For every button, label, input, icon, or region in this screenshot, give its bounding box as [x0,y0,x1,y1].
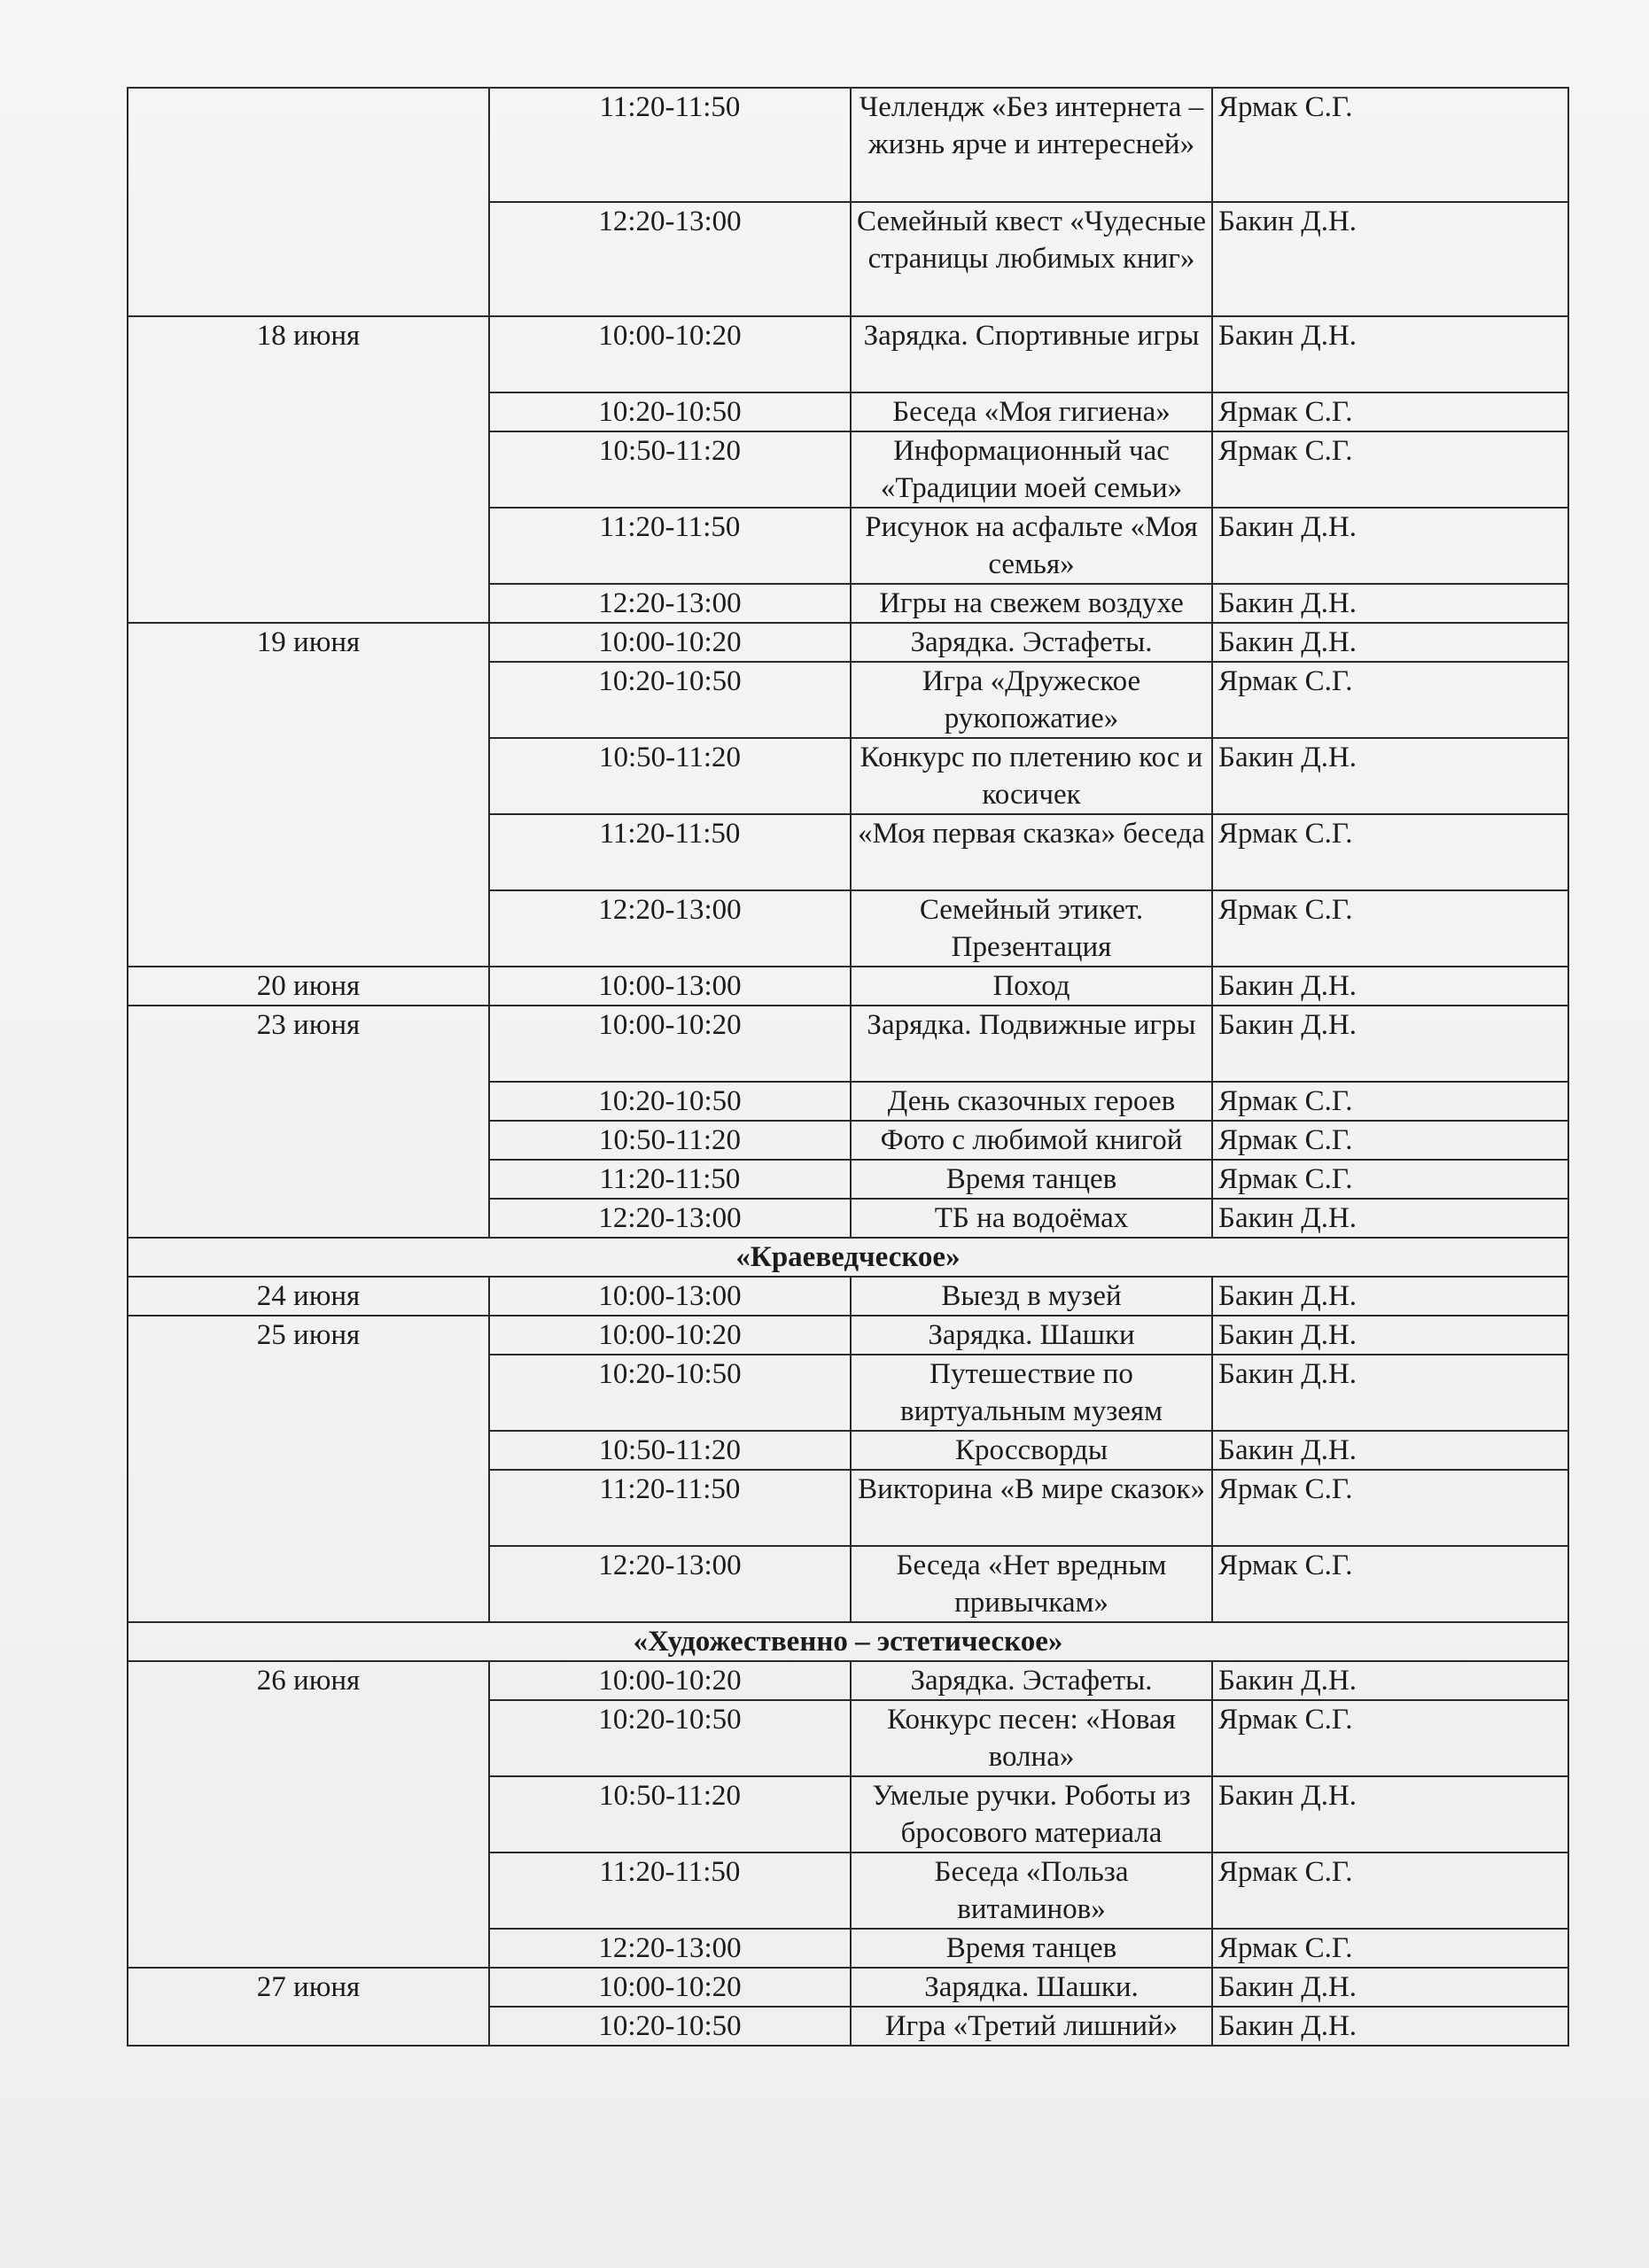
event-cell: Беседа «Нет вредным привычкам» [851,1546,1212,1622]
responsible-cell: Бакин Д.Н. [1212,584,1568,623]
event-cell: Зарядка. Эстафеты. [851,1661,1212,1700]
responsible-cell: Ярмак С.Г. [1212,1121,1568,1160]
event-cell: Конкурс по плетению кос и косичек [851,738,1212,814]
time-cell: 10:00-10:20 [489,316,851,392]
responsible-cell: Ярмак С.Г. [1212,1852,1568,1929]
event-cell: Конкурс песен: «Новая волна» [851,1700,1212,1776]
responsible-cell: Ярмак С.Г. [1212,1160,1568,1199]
schedule-table [127,87,1569,2047]
time-cell: 12:20-13:00 [489,1929,851,1968]
time-cell: 10:50-11:20 [489,1121,851,1160]
responsible-cell: Ярмак С.Г. [1212,1929,1568,1968]
time-cell: 11:20-11:50 [489,1160,851,1199]
time-cell: 10:50-11:20 [489,738,851,814]
event-cell: Кроссворды [851,1431,1212,1470]
time-cell: 10:00-13:00 [489,1277,851,1316]
time-cell: 10:50-11:20 [489,1776,851,1852]
event-cell: Информационный час «Традиции моей семьи» [851,431,1212,508]
time-cell: 12:20-13:00 [489,1546,851,1622]
responsible-cell: Бакин Д.Н. [1212,1968,1568,2007]
table-row [128,88,1568,202]
responsible-cell: Бакин Д.Н. [1212,623,1568,662]
responsible-cell: Ярмак С.Г. [1212,890,1568,967]
event-cell: Рисунок на асфальте «Моя семья» [851,508,1212,584]
time-cell: 12:20-13:00 [489,1199,851,1238]
time-cell: 12:20-13:00 [489,584,851,623]
event-cell: Семейный этикет. Презентация [851,890,1212,967]
time-cell: 10:00-10:20 [489,1006,851,1082]
table-row [128,967,1568,1006]
table-row [128,1006,1568,1082]
event-cell: Время танцев [851,1160,1212,1199]
event-cell: Зарядка. Шашки [851,1316,1212,1355]
event-cell: Время танцев [851,1929,1212,1968]
responsible-cell: Бакин Д.Н. [1212,967,1568,1006]
responsible-cell: Бакин Д.Н. [1212,1776,1568,1852]
responsible-cell: Ярмак С.Г. [1212,814,1568,890]
time-cell: 10:20-10:50 [489,392,851,431]
responsible-cell: Ярмак С.Г. [1212,1470,1568,1546]
event-cell: Умелые ручки. Роботы из бросового материала [851,1776,1212,1852]
responsible-cell: Бакин Д.Н. [1212,508,1568,584]
section-row [128,1238,1568,1277]
event-cell: Путешествие по виртуальным музеям [851,1355,1212,1431]
date-cell: 27 июня [128,1968,489,2046]
date-cell: 23 июня [128,1006,489,1238]
table-row [128,1277,1568,1316]
responsible-cell: Бакин Д.Н. [1212,2007,1568,2046]
time-cell: 10:50-11:20 [489,431,851,508]
section-title: «Художественно – эстетическое» [128,1622,1568,1661]
event-cell: Игра «Дружеское рукопожатие» [851,662,1212,738]
responsible-cell: Бакин Д.Н. [1212,202,1568,316]
table-row [128,316,1568,392]
responsible-cell: Ярмак С.Г. [1212,1700,1568,1776]
responsible-cell: Ярмак С.Г. [1212,662,1568,738]
table-row [128,1316,1568,1355]
responsible-cell: Ярмак С.Г. [1212,431,1568,508]
date-cell: 20 июня [128,967,489,1006]
time-cell: 10:20-10:50 [489,1700,851,1776]
event-cell: Семейный квест «Чудесные страницы любимых книг» [851,202,1212,316]
time-cell: 11:20-11:50 [489,1852,851,1929]
time-cell: 11:20-11:50 [489,1470,851,1546]
event-cell: Поход [851,967,1212,1006]
event-cell: День сказочных героев [851,1082,1212,1121]
time-cell: 10:20-10:50 [489,1355,851,1431]
date-cell: 19 июня [128,623,489,967]
section-row [128,1622,1568,1661]
responsible-cell: Бакин Д.Н. [1212,1661,1568,1700]
date-cell: 18 июня [128,316,489,623]
event-cell: Выезд в музей [851,1277,1212,1316]
event-cell: Викторина «В мире сказок» [851,1470,1212,1546]
event-cell: Игра «Третий лишний» [851,2007,1212,2046]
time-cell: 10:20-10:50 [489,1082,851,1121]
responsible-cell: Ярмак С.Г. [1212,392,1568,431]
time-cell: 10:00-10:20 [489,1316,851,1355]
event-cell: Зарядка. Эстафеты. [851,623,1212,662]
time-cell: 12:20-13:00 [489,890,851,967]
event-cell: Зарядка. Шашки. [851,1968,1212,2007]
event-cell: Беседа «Польза витаминов» [851,1852,1212,1929]
section-title: «Краеведческое» [128,1238,1568,1277]
time-cell: 11:20-11:50 [489,814,851,890]
event-cell: Челлендж «Без интернета – жизнь ярче и интересней» [851,88,1212,202]
responsible-cell: Ярмак С.Г. [1212,1546,1568,1622]
time-cell: 10:00-10:20 [489,1661,851,1700]
responsible-cell: Бакин Д.Н. [1212,738,1568,814]
time-cell: 12:20-13:00 [489,202,851,316]
responsible-cell: Бакин Д.Н. [1212,1277,1568,1316]
table-row [128,1661,1568,1700]
event-cell: Игры на свежем воздухе [851,584,1212,623]
time-cell: 10:00-13:00 [489,967,851,1006]
responsible-cell: Бакин Д.Н. [1212,1199,1568,1238]
table-row [128,1968,1568,2007]
date-cell: 25 июня [128,1316,489,1622]
event-cell: ТБ на водоёмах [851,1199,1212,1238]
event-cell: Фото с любимой книгой [851,1121,1212,1160]
time-cell: 10:00-10:20 [489,1968,851,2007]
event-cell: Беседа «Моя гигиена» [851,392,1212,431]
date-cell: 24 июня [128,1277,489,1316]
responsible-cell: Бакин Д.Н. [1212,1006,1568,1082]
time-cell: 11:20-11:50 [489,88,851,202]
time-cell: 10:00-10:20 [489,623,851,662]
responsible-cell: Бакин Д.Н. [1212,1316,1568,1355]
event-cell: Зарядка. Подвижные игры [851,1006,1212,1082]
time-cell: 10:20-10:50 [489,662,851,738]
schedule-body [128,88,1568,2046]
responsible-cell: Ярмак С.Г. [1212,1082,1568,1121]
time-cell: 10:50-11:20 [489,1431,851,1470]
event-cell: Зарядка. Спортивные игры [851,316,1212,392]
date-cell: 26 июня [128,1661,489,1968]
responsible-cell: Бакин Д.Н. [1212,1355,1568,1431]
time-cell: 11:20-11:50 [489,508,851,584]
table-row [128,623,1568,662]
responsible-cell: Бакин Д.Н. [1212,1431,1568,1470]
time-cell: 10:20-10:50 [489,2007,851,2046]
date-cell [128,88,489,316]
responsible-cell: Ярмак С.Г. [1212,88,1568,202]
responsible-cell: Бакин Д.Н. [1212,316,1568,392]
event-cell: «Моя первая сказка» беседа [851,814,1212,890]
